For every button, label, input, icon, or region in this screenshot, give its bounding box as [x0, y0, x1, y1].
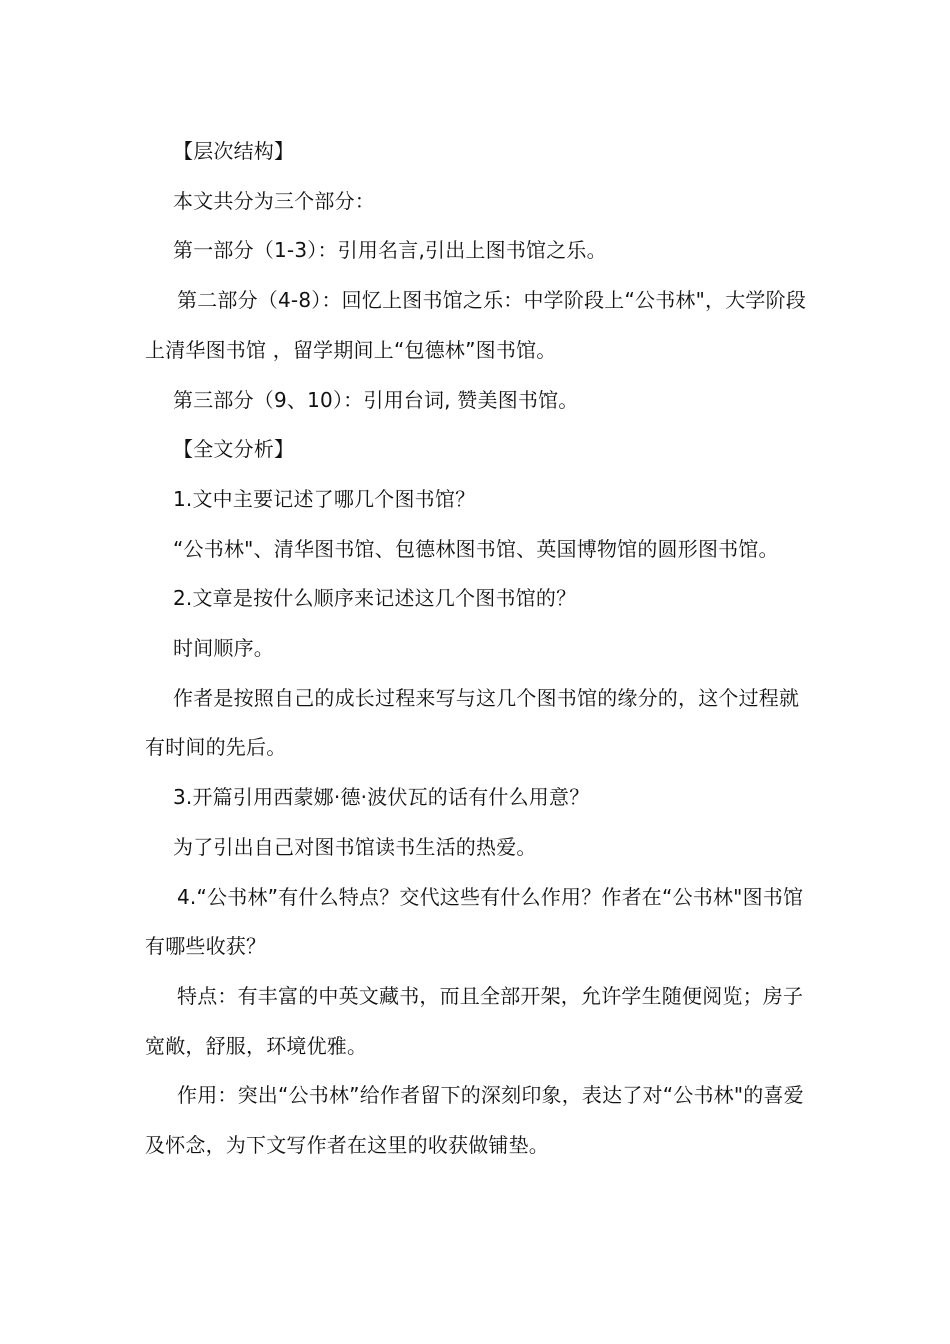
paragraph: 第一部分（1-3）：引用名言,引出上图书馆之乐。 [173, 238, 607, 263]
answer: 作用：突出“公书林”给作者留下的深刻印象，表达了对“公书林"的喜爱及怀念，为下文写作者在这里的收获做铺垫。 [145, 1083, 804, 1158]
document-body [145, 127, 810, 1171]
answer: 作者是按照自己的成长过程来写与这几个图书馆的缘分的，这个过程就有时间的先后。 [145, 685, 800, 760]
question: 2.文章是按什么顺序来记述这几个图书馆的？ [173, 586, 577, 611]
question: 1.文中主要记述了哪几个图书馆？ [173, 486, 476, 511]
answer: 特点：有丰富的中英文藏书，而且全部开架，允许学生随便阅览；房子宽敞，舒服，环境优雅。 [145, 983, 804, 1058]
answer: “公书林"、清华图书馆、包德林图书馆、英国博物馆的圆形图书馆。 [173, 536, 779, 561]
section-heading-structure: 【层次结构】 [173, 139, 295, 163]
paragraph: 第二部分（4-8）：回忆上图书馆之乐：中学阶段上“公书林"，大学阶段上清华图书馆 ，留学期间上“包德林”图书馆。 [145, 288, 807, 362]
paragraph: 第三部分（9、10）：引用台词, 赞美图书馆。 [173, 387, 579, 412]
answer: 为了引出自己对图书馆读书生活的热爱。 [173, 834, 537, 859]
answer: 时间顺序。 [173, 636, 274, 661]
paragraph: 本文共分为三个部分： [173, 188, 375, 213]
question: 3.开篇引用西蒙娜·德·波伏瓦的话有什么用意？ [173, 785, 590, 810]
question: 4.“公书林”有什么特点？交代这些有什么作用？作者在“公书林"图书馆有哪些收获？ [145, 884, 804, 959]
section-heading-analysis: 【全文分析】 [173, 437, 295, 462]
